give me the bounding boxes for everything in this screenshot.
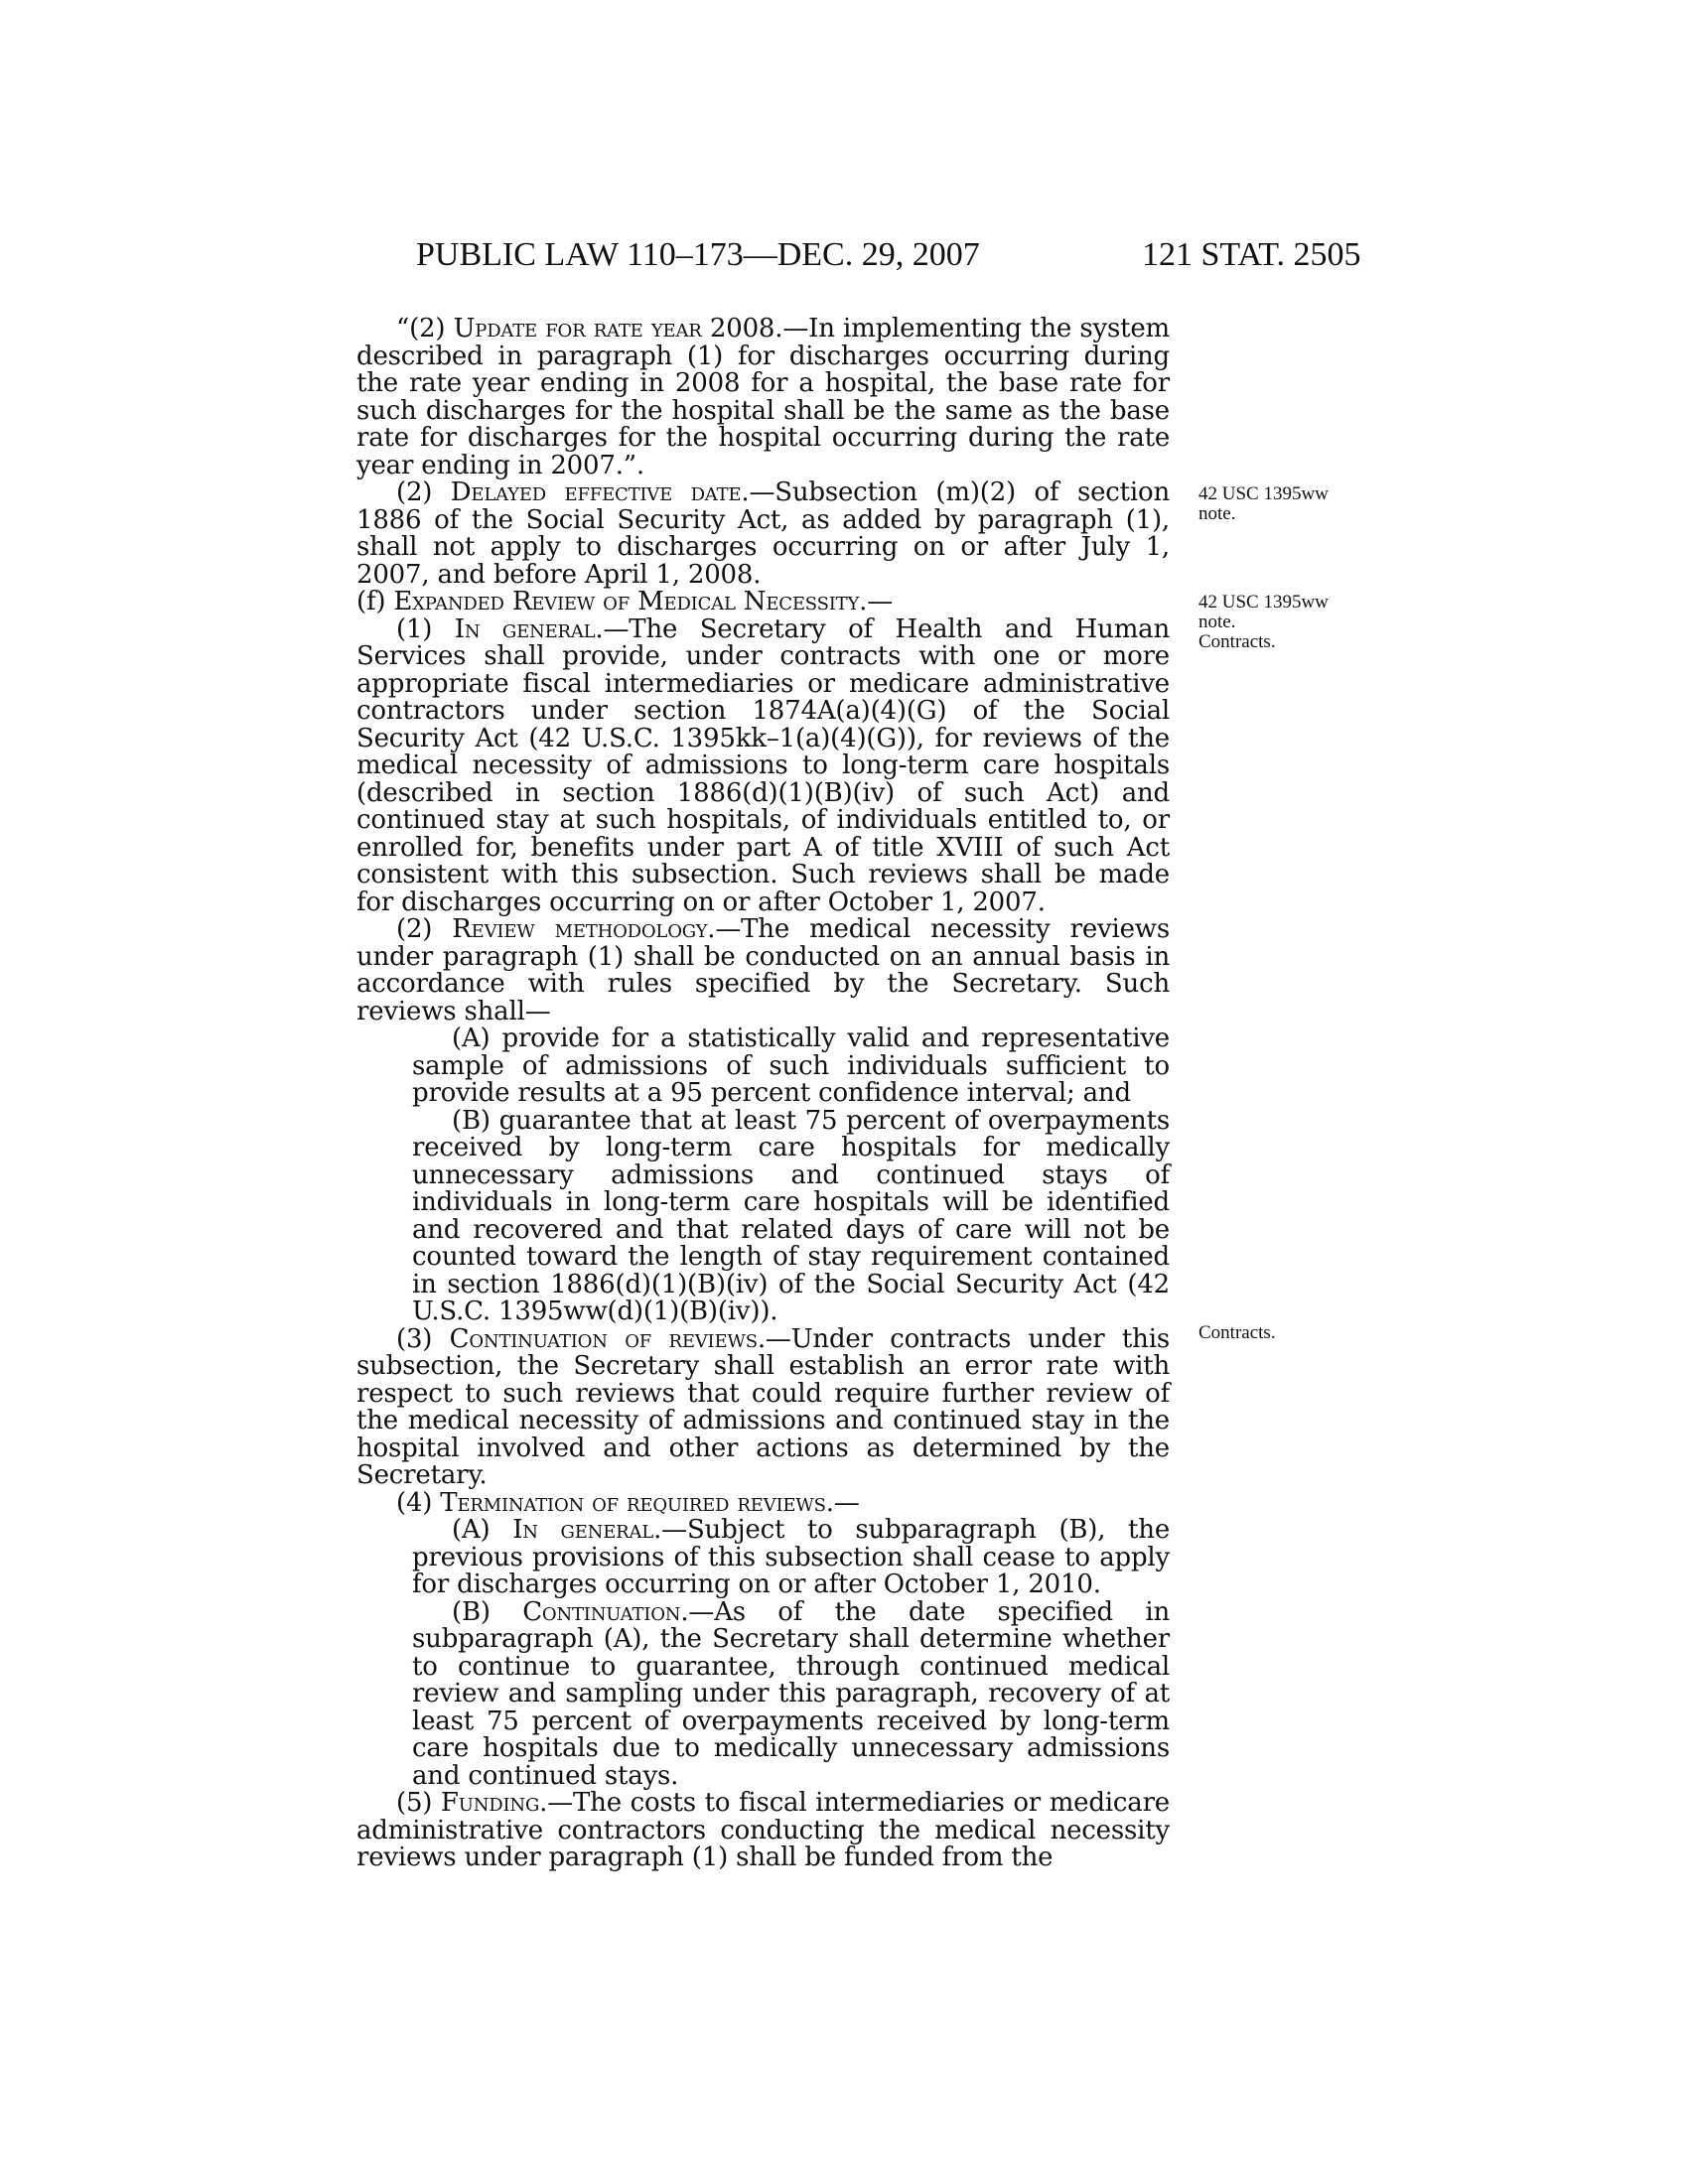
subparagraph-b-continuation <box>356 1596 1171 1791</box>
paragraph-delayed-effective-date <box>356 479 1170 589</box>
paragraph-heading: In general. <box>512 1515 662 1545</box>
header-title: PUBLIC LAW 110–173—DEC. 29, 2007 <box>416 236 980 273</box>
paragraph-heading: “(2) Update for rate year 2008. <box>396 314 783 343</box>
paragraph-number: (2) <box>396 478 451 507</box>
paragraph-text: —Subject to subparagraph (B), the previous provisions of this subsection shall cease to apply for discharges occurring on or after October 1, 2010. <box>412 1515 1171 1599</box>
paragraph-number: (A) <box>452 1515 513 1545</box>
paragraph-text: —As of the date specified in subparagraph (A), the Secretary shall determine whether to continue to guarantee, through continued medical review and sampling under this paragraph, recovery of at least 75 percent of overpayments received by long-term care hospitals due to medically unnecessary admissions and continued stays. <box>412 1596 1171 1791</box>
header-stat-page: 121 STAT. 2505 <box>1142 236 1361 273</box>
subparagraph-b-guarantee: (B) guarantee that at least 75 percent of overpayments received by long-term care hospitals for medically unnecessary admissions and continued stays of individuals in long-term care hospitals will be identified and recovered and that related days of care will not be counted toward the length of stay requirement contained in section 1886(d)(1)(B)(iv) of the Social Security Act (42 U.S.C. 1395ww(d)(1)(B)(iv)). <box>412 1105 1170 1326</box>
paragraph-update-rate-year <box>356 316 1170 479</box>
paragraph-heading: Delayed effective date. <box>450 478 750 507</box>
paragraph-heading: Continuation of reviews. <box>449 1323 766 1354</box>
paragraph-heading: In general. <box>454 614 604 644</box>
paragraph-termination <box>356 1487 1170 1518</box>
paragraph-number: (B) <box>452 1596 523 1627</box>
margin-note-text: note. <box>1198 503 1236 524</box>
margin-note-1 <box>1198 484 1377 524</box>
paragraph-number: (2) <box>396 914 453 944</box>
margin-note-text: Contracts. <box>1198 631 1276 652</box>
margin-note-3 <box>1198 1323 1377 1343</box>
paragraph-review-methodology <box>356 916 1170 1025</box>
paragraph-text: —Under contracts under this subsection, the Secretary shall establish an error rate with respect to such reviews that could require further review of the medical necessity of admissions and continued stay in the hospital involved and other actions as determined by the Secretary. <box>356 1323 1170 1490</box>
paragraph-heading: Review methodology. <box>452 914 716 944</box>
paragraph-text: — <box>833 1487 860 1518</box>
margin-note-text: 42 USC 1395ww <box>1198 592 1329 613</box>
paragraph-in-general <box>356 616 1170 917</box>
paragraph-text: —The Secretary of Health and Human Services shall provide, under contracts with one or more appropriate fiscal intermediaries or medicare administrative contractors under section 1874A(a)(4)(G) of the Social Security Act (42 U.S.C. 1395kk–1(a)(4)(G)), for reviews of the medical necessity of admissions to long-term care hospitals (described in section 1886(d)(1)(B)(iv) of such Act) and continued stay at such hospitals, of individuals entitled to, or enrolled for, benefits under part A of title XVIII of such Act consistent with this subsection. Such reviews shall be made for discharges occurring on or after October 1, 2007. <box>356 614 1171 917</box>
paragraph-number: (3) <box>396 1323 450 1354</box>
paragraph-text: — <box>867 587 894 616</box>
paragraph-heading: Termination of required reviews. <box>440 1487 834 1518</box>
margin-note-text: note. <box>1198 612 1236 632</box>
paragraph-text: —Subsection (m)(2) of section 1886 of the Social Security Act, as added by paragraph (1), shall not apply to discharges occurring on or after July 1, 2007, and before April 1, 2008. <box>356 478 1170 590</box>
margin-note-text: 42 USC 1395ww <box>1198 483 1329 504</box>
paragraph-text: —The medical necessity reviews under paragraph (1) shall be conducted on an annual basis in accordance with rules specified by the Secretary. Such reviews shall— <box>356 914 1170 1026</box>
paragraph-number: (f) <box>356 587 394 616</box>
paragraph-heading: Continuation. <box>522 1596 689 1627</box>
paragraph-number: (5) <box>396 1788 441 1818</box>
margin-note-2 <box>1198 593 1377 652</box>
paragraph-continuation-of-reviews <box>356 1323 1170 1490</box>
paragraph-text: —In implementing the system described in paragraph (1) for discharges occurring during the rate year ending in 2008 for a hospital, the base rate for such discharges for the hospital shall be the same as the base rate for discharges for the hospital occurring during the rate year ending in 2007.”. <box>356 314 1170 480</box>
margin-note-text: Contracts. <box>1198 1322 1276 1343</box>
paragraph-text: —The costs to fiscal intermediaries or medicare administrative contractors conducting the medical necessity reviews under paragraph (1) shall be funded from the <box>356 1788 1170 1872</box>
subparagraph-a-in-general <box>356 1517 1170 1599</box>
paragraph-number: (4) <box>396 1487 441 1518</box>
paragraph-number: (1) <box>396 614 455 644</box>
body-column <box>356 316 1170 1872</box>
section-f-heading <box>356 589 1170 616</box>
paragraph-funding <box>356 1790 1170 1872</box>
running-header <box>0 236 1688 284</box>
paragraph-heading: Expanded Review of Medical Necessity. <box>393 587 868 616</box>
paragraph-heading: Funding. <box>440 1788 548 1818</box>
subparagraph-a-sample: (A) provide for a statistically valid and representative sample of admissions of such individuals sufficient to provide results at a 95 percent confidence interval; and <box>412 1024 1170 1108</box>
